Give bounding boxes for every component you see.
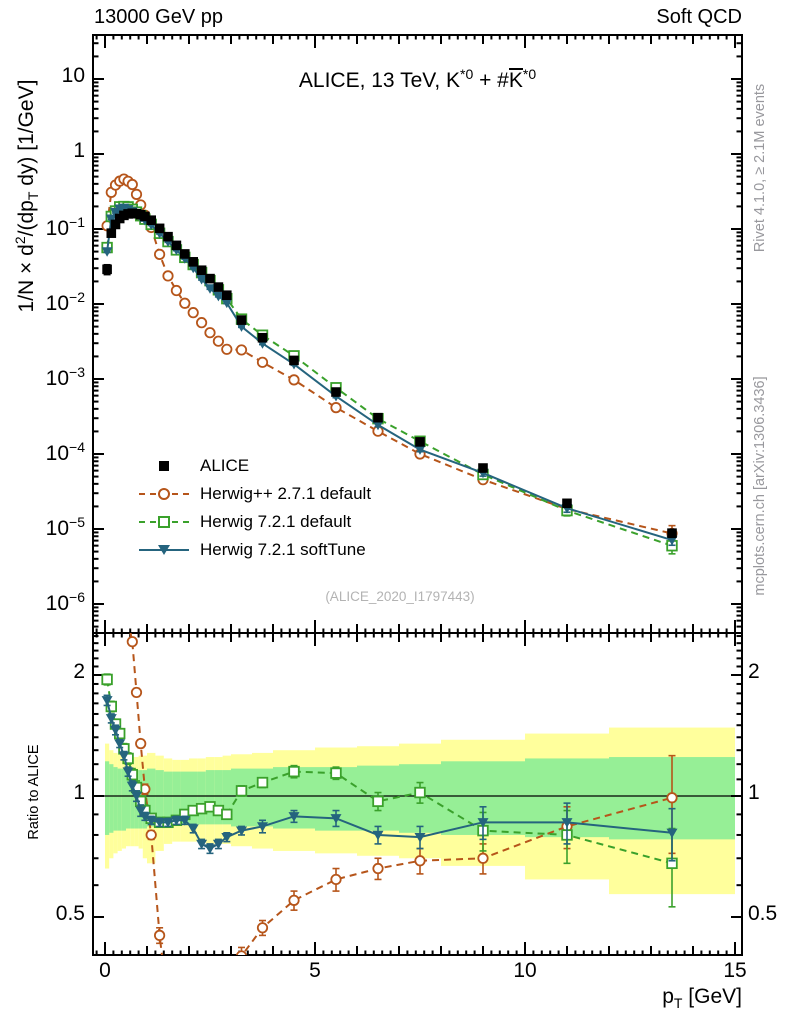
rivet-version-label: Rivet 4.1.0, ≥ 2.1M events	[752, 83, 768, 253]
main-y-axis-label	[12, 30, 41, 362]
xlabel-part: p	[662, 985, 674, 1008]
xlabel-part: [GeV]	[682, 985, 742, 1008]
legend-label-herwigpp: Herwig++ 2.7.1 default	[200, 484, 372, 503]
herwigpp-marker-icon	[139, 486, 189, 502]
tick-label: 10	[61, 64, 85, 87]
tick-label: $10^{-2}$	[45, 289, 85, 315]
tick-label: 2	[73, 660, 85, 683]
tick-label: $10^{-6}$	[45, 589, 85, 615]
legend-label-herwig-default: Herwig 7.2.1 default	[200, 512, 352, 531]
legend-row-herwigpp	[139, 480, 371, 508]
kstar-superscript: *0	[460, 66, 474, 82]
legend-row-herwig-softtune	[139, 536, 371, 564]
xlabel-sub: T	[673, 995, 683, 1012]
tick-label: 15	[723, 959, 747, 982]
tick-label: 10	[513, 959, 537, 982]
beam-energy-label: 13000 GeV pp	[94, 6, 223, 28]
legend	[139, 452, 371, 564]
ratio-y-axis-label: Ratio to ALICE	[26, 744, 42, 840]
tick-label: 1	[748, 781, 760, 804]
kbar-symbol: K	[508, 69, 523, 92]
plot-title-text: ALICE, 13 TeV, K	[298, 69, 460, 92]
tick-label: 1	[73, 139, 85, 162]
plot-title-plus: + #	[473, 69, 509, 92]
mcplots-credit-label: mcplots.cern.ch [arXiv:1306.3436]	[752, 376, 768, 596]
kbarstar-superscript: *0	[522, 66, 537, 82]
legend-label-alice: ALICE	[200, 456, 250, 475]
ylabel-part: /(dp	[15, 200, 38, 237]
legend-label-herwig-softtune: Herwig 7.2.1 softTune	[200, 540, 366, 559]
ylabel-sub: T	[25, 191, 42, 201]
legend-row-herwig-default	[139, 508, 371, 536]
tick-label: 0.5	[55, 902, 85, 925]
analysis-id-watermark: (ALICE_2020_I1797443)	[325, 589, 475, 604]
herwig-softtune-marker-icon	[139, 542, 189, 558]
tick-label: 1	[73, 781, 85, 804]
tick-label: $10^{-4}$	[45, 439, 85, 465]
ylabel-part: 1/N × d	[15, 244, 38, 313]
tick-label: 0	[99, 959, 111, 982]
legend-row-alice	[139, 452, 371, 480]
tick-label: 5	[309, 959, 321, 982]
x-axis-label	[662, 985, 742, 1011]
tick-label: $10^{-1}$	[45, 214, 85, 240]
tick-label: $10^{-5}$	[45, 514, 85, 540]
tick-label: 0.5	[748, 902, 778, 925]
herwig-default-marker-icon	[139, 514, 189, 530]
plot-title	[93, 66, 742, 93]
alice-marker-icon	[139, 458, 189, 474]
ylabel-part: dy) [1/GeV]	[15, 79, 38, 192]
tick-label: $10^{-3}$	[45, 364, 85, 390]
process-group-label: Soft QCD	[656, 6, 742, 28]
tick-label: 2	[748, 660, 760, 683]
ylabel-sup: 2	[12, 236, 28, 245]
